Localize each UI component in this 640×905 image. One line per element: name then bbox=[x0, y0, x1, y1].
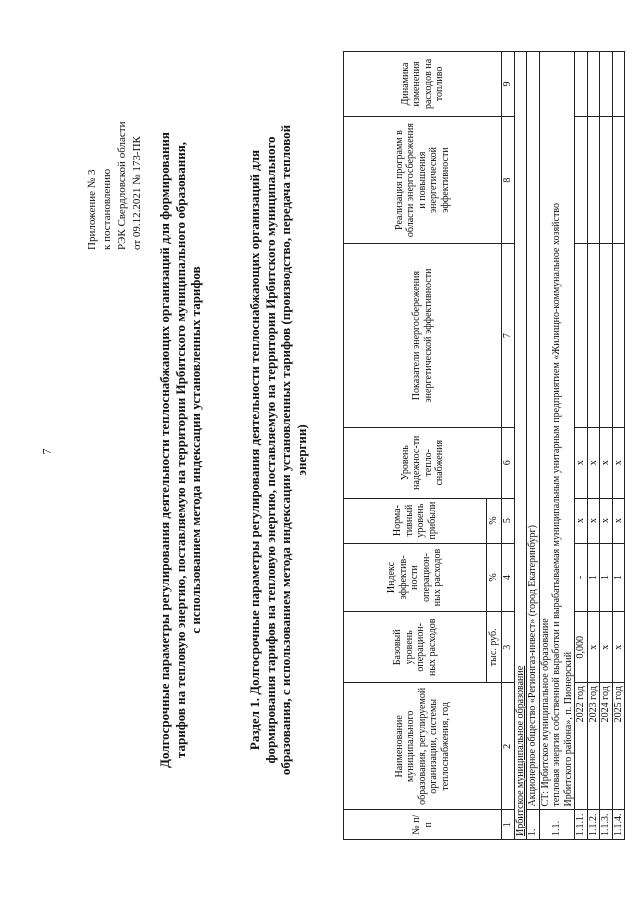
row-base-level: 0,000 bbox=[575, 612, 588, 683]
row-energy-programs bbox=[612, 116, 625, 243]
row-efficiency-index: 1 bbox=[600, 543, 613, 612]
row-energy-programs bbox=[600, 116, 613, 243]
rotated-page bbox=[85, 20, 640, 840]
header-fuel-dynamics: Динамика изменения расходов на топливо bbox=[344, 52, 502, 117]
appendix-line: к постановлению bbox=[101, 168, 113, 250]
col-number: 8 bbox=[502, 116, 515, 243]
row-energy-indicators bbox=[587, 244, 600, 428]
row-fuel-dynamics bbox=[600, 52, 613, 117]
system-description bbox=[539, 52, 575, 811]
year-row bbox=[600, 52, 613, 840]
header-base-level: Базовый уровень операцион-ных расходов bbox=[344, 612, 487, 683]
row-reliability: x bbox=[587, 427, 600, 498]
system-line: СТ: Ирбитское муниципальное образование bbox=[539, 618, 551, 807]
row-profit-level: x bbox=[575, 498, 588, 543]
row-num: 1.1.4. bbox=[612, 810, 625, 840]
row-energy-programs bbox=[575, 116, 588, 243]
row-energy-indicators bbox=[600, 244, 613, 428]
unit-cell: % bbox=[487, 498, 502, 543]
row-profit-level: x bbox=[612, 498, 625, 543]
row-base-level: x bbox=[600, 612, 613, 683]
appendix-line: РЭК Свердловской области bbox=[116, 121, 128, 250]
unit-cell: % bbox=[487, 543, 502, 612]
row-efficiency-index: 1 bbox=[612, 543, 625, 612]
unit-cell: тыс. руб. bbox=[487, 612, 502, 683]
col-number: 2 bbox=[502, 683, 515, 810]
section-line: образования, с использованием метода индексации установленных тарифов (производство, передача тепловой bbox=[278, 124, 293, 776]
title-line: Долгосрочные параметры регулирования деятельности теплоснабжающих организаций для формирования bbox=[157, 132, 172, 768]
row-reliability: x bbox=[600, 427, 613, 498]
system-line: Ирбитского района», п. Пионерский bbox=[562, 651, 574, 807]
column-numbers-row bbox=[502, 52, 515, 840]
page-number: 7 bbox=[39, 448, 54, 455]
col-number: 6 bbox=[502, 427, 515, 498]
row-profit-level: x bbox=[600, 498, 613, 543]
row-base-level: x bbox=[587, 612, 600, 683]
municipality-name: Ирбитское муниципальное образование bbox=[514, 52, 527, 840]
municipality-row bbox=[514, 52, 527, 840]
section-heading bbox=[247, 70, 309, 830]
section-line: Раздел 1. Долгосрочные параметры регулирования деятельности теплоснабжающих организаций для bbox=[247, 149, 262, 751]
year-row bbox=[587, 52, 600, 840]
header-name: Наименование муниципального образования, регулируемой организации, системы теплоснабжения, год bbox=[344, 683, 502, 810]
header-profit-level: Норма-тивный уровень прибыли bbox=[344, 498, 487, 543]
row-efficiency-index: 1 bbox=[587, 543, 600, 612]
year-row bbox=[612, 52, 625, 840]
organization-row bbox=[527, 52, 540, 840]
header-row bbox=[344, 52, 487, 840]
row-num: 1.1.2. bbox=[587, 810, 600, 840]
row-year: 2023 год bbox=[587, 683, 600, 810]
row-fuel-dynamics bbox=[575, 52, 588, 117]
section-line: формирования тарифов на тепловую энергию, поставляемую на территории Ирбитского муниципального bbox=[262, 136, 278, 764]
year-row bbox=[575, 52, 588, 840]
row-energy-programs bbox=[587, 116, 600, 243]
row-profit-level: x bbox=[587, 498, 600, 543]
section-line: энергии) bbox=[293, 424, 309, 476]
row-num: 1.1.1. bbox=[575, 810, 588, 840]
row-fuel-dynamics bbox=[612, 52, 625, 117]
col-number: 7 bbox=[502, 244, 515, 428]
system-num: 1.1. bbox=[539, 810, 575, 840]
row-efficiency-index: - bbox=[575, 543, 588, 612]
row-fuel-dynamics bbox=[587, 52, 600, 117]
header-reliability: Уровень надежнос-ти тепло-снабжения bbox=[344, 427, 502, 498]
col-number: 1 bbox=[502, 810, 515, 840]
row-year: 2022 год bbox=[575, 683, 588, 810]
title-line: тарифов на тепловую энергию, поставляемую на территории Ирбитского муниципального образования, bbox=[172, 141, 188, 759]
title-line: с использованием метода индексации установленных тарифов bbox=[188, 266, 203, 634]
row-energy-indicators bbox=[575, 244, 588, 428]
row-year: 2025 год bbox=[612, 683, 625, 810]
system-line: тепловая энергия собственной выработки и вырабатываемая муниципальным унитарным предприятием «Жилищно-коммунальное хозяйство bbox=[551, 203, 562, 807]
header-efficiency-index: Индекс эффектив-ности операцион-ных расходов bbox=[344, 543, 487, 612]
row-num: 1.1.3. bbox=[600, 810, 613, 840]
appendix-line: от 09.12.2021 № 173-ПК bbox=[131, 136, 143, 250]
organization-name: Акционерное общество «Регионгаз-инвест» (город Екатеринбург) bbox=[527, 52, 540, 811]
organization-num: 1. bbox=[527, 810, 540, 840]
col-number: 4 bbox=[502, 543, 515, 612]
row-year: 2024 год bbox=[600, 683, 613, 810]
header-energy-indicators: Показатели энергосбережения энергетической эффективности bbox=[344, 244, 502, 428]
col-number: 5 bbox=[502, 498, 515, 543]
row-energy-indicators bbox=[612, 244, 625, 428]
system-row bbox=[539, 52, 575, 840]
row-reliability: x bbox=[575, 427, 588, 498]
row-base-level: x bbox=[612, 612, 625, 683]
document-title bbox=[157, 70, 204, 830]
appendix-block bbox=[85, 122, 145, 250]
row-reliability: x bbox=[612, 427, 625, 498]
col-number: 9 bbox=[502, 52, 515, 117]
header-num: № п/п bbox=[344, 810, 502, 840]
appendix-line: Приложение № 3 bbox=[86, 169, 98, 250]
parameters-table bbox=[343, 51, 625, 840]
header-energy-programs: Реализация программ в области энергосбережения и повышения энергетической эффективности bbox=[344, 116, 502, 243]
col-number: 3 bbox=[502, 612, 515, 683]
